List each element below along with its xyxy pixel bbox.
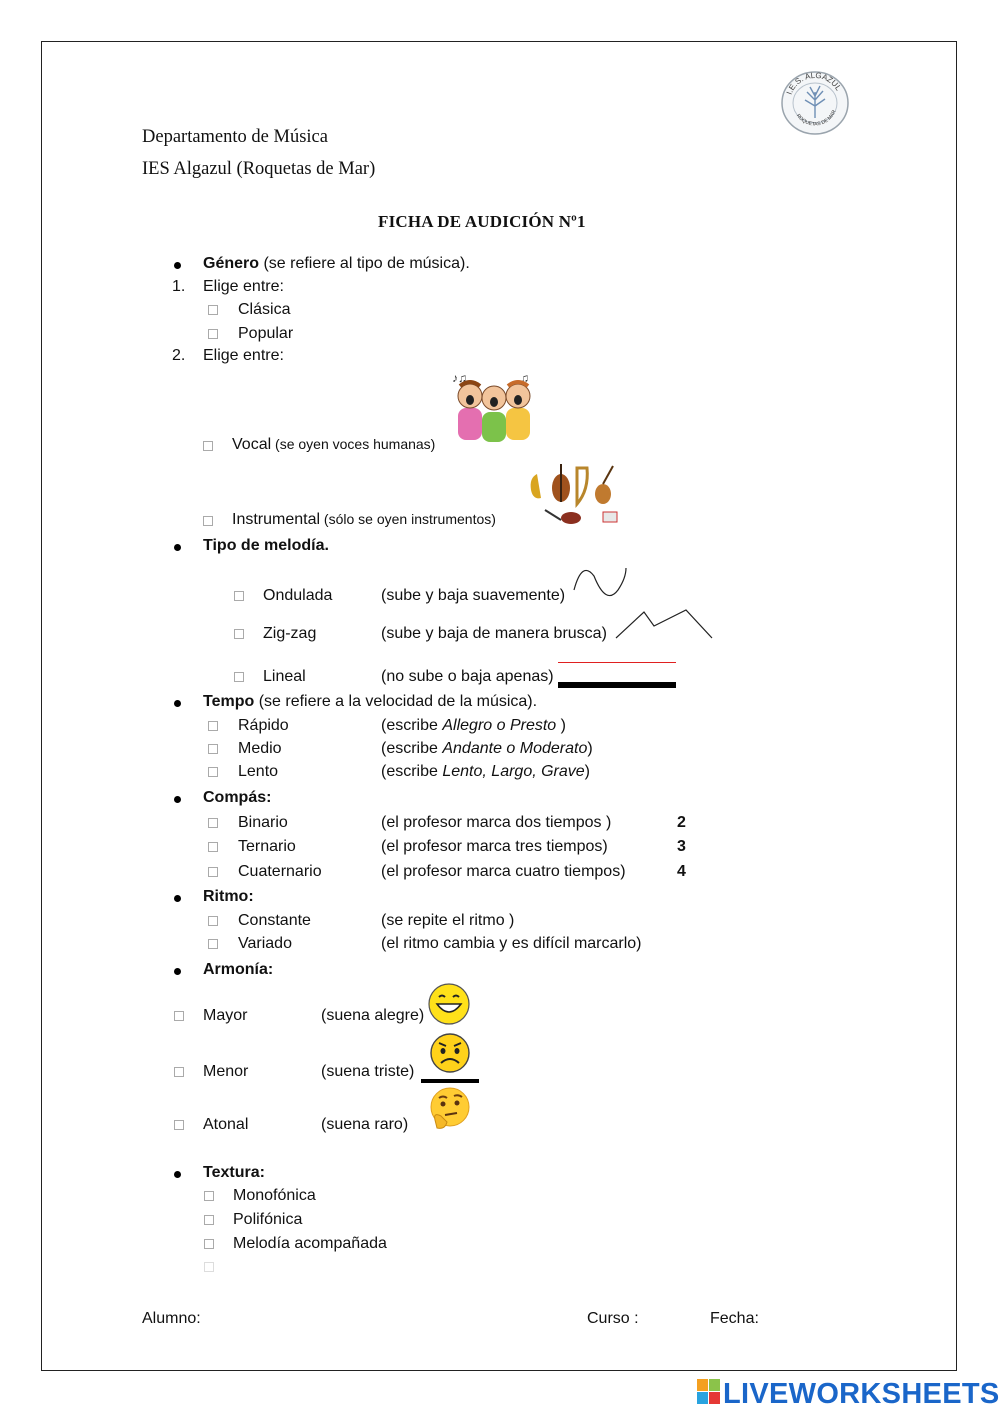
liveworksheets-brand[interactable]: LIVEWORKSHEETS xyxy=(723,1378,1000,1410)
checkbox-empty[interactable] xyxy=(204,1262,214,1272)
binario-desc: (el profesor marca dos tiempos ) xyxy=(381,814,612,831)
checkbox-lento[interactable] xyxy=(208,767,218,777)
checkbox-monofonica[interactable] xyxy=(204,1191,214,1201)
ternario-number: 3 xyxy=(677,838,686,855)
bullet-icon xyxy=(174,895,181,902)
rapido-desc: (escribe Allegro o Presto ) xyxy=(381,717,566,734)
wave-line-icon xyxy=(572,560,632,606)
option-variado: Variado xyxy=(238,935,292,952)
lineal-black-line xyxy=(558,682,676,688)
thinking-face-icon xyxy=(427,1086,473,1134)
school-name: IES Algazul (Roquetas de Mar) xyxy=(142,159,376,179)
genero-heading: Género xyxy=(203,255,260,272)
lineal-red-line xyxy=(558,662,676,663)
sad-face-icon xyxy=(427,1032,473,1076)
checkbox-atonal[interactable] xyxy=(174,1120,184,1130)
q2-number: 2. xyxy=(172,347,186,364)
cuaternario-number: 4 xyxy=(677,863,686,880)
checkbox-melodia-acompanada[interactable] xyxy=(204,1239,214,1249)
melodia-heading: Tipo de melodía. xyxy=(203,537,329,554)
variado-desc: (el ritmo cambia y es difícil marcarlo) xyxy=(381,935,642,952)
option-cuaternario: Cuaternario xyxy=(238,863,322,880)
school-seal-icon xyxy=(780,70,850,136)
tempo-heading: Tempo xyxy=(203,693,255,710)
checkbox-zigzag[interactable] xyxy=(234,629,244,639)
option-menor: Menor xyxy=(203,1063,249,1080)
checkbox-polifonica[interactable] xyxy=(204,1215,214,1225)
lento-desc: (escribe Lento, Largo, Grave) xyxy=(381,763,590,780)
checkbox-lineal[interactable] xyxy=(234,672,244,682)
atonal-desc: (suena raro) xyxy=(321,1116,409,1133)
menor-underline xyxy=(421,1079,479,1083)
menor-desc: (suena triste) xyxy=(321,1063,415,1080)
option-binario: Binario xyxy=(238,814,288,831)
checkbox-ondulada[interactable] xyxy=(234,591,244,601)
seal-subtext: ROQUETAS DE MAR xyxy=(794,109,838,128)
q2-label: Elige entre: xyxy=(203,347,284,364)
liveworksheets-logo-icon xyxy=(697,1379,721,1405)
option-constante: Constante xyxy=(238,912,311,929)
option-mayor: Mayor xyxy=(203,1007,248,1024)
happy-face-icon xyxy=(427,982,471,1026)
worksheet-title: FICHA DE AUDICIÓN Nº1 xyxy=(378,212,586,231)
ondulada-desc: (sube y baja suavemente) xyxy=(381,587,566,604)
svg-text:♪♫: ♪♫ xyxy=(452,371,467,385)
cuaternario-desc: (el profesor marca cuatro tiempos) xyxy=(381,863,626,880)
checkbox-clasica[interactable] xyxy=(208,305,218,315)
bullet-icon xyxy=(174,700,181,707)
ternario-desc: (el profesor marca tres tiempos) xyxy=(381,838,608,855)
textura-heading: Textura: xyxy=(203,1164,265,1181)
checkbox-variado[interactable] xyxy=(208,939,218,949)
singers-icon xyxy=(450,368,540,448)
armonia-heading: Armonía: xyxy=(203,961,274,978)
bullet-icon xyxy=(174,796,181,803)
checkbox-rapido[interactable] xyxy=(208,721,218,731)
checkbox-vocal[interactable] xyxy=(203,441,213,451)
option-popular: Popular xyxy=(238,325,294,342)
bullet-icon xyxy=(174,1171,181,1178)
seal-text: I.E.S. ALGAZUL xyxy=(784,70,844,96)
vocal-desc: (se oyen voces humanas) xyxy=(271,436,436,452)
option-polifonica: Polifónica xyxy=(233,1211,303,1228)
checkbox-menor[interactable] xyxy=(174,1067,184,1077)
q1-number: 1. xyxy=(172,278,186,295)
department-name: Departamento de Música xyxy=(142,127,328,147)
svg-text:♫: ♫ xyxy=(520,371,529,385)
option-rapido: Rápido xyxy=(238,717,289,734)
checkbox-medio[interactable] xyxy=(208,744,218,754)
checkbox-mayor[interactable] xyxy=(174,1011,184,1021)
option-melodia-acompanada: Melodía acompañada xyxy=(233,1235,387,1252)
ritmo-heading: Ritmo: xyxy=(203,888,254,905)
option-zigzag: Zig-zag xyxy=(263,625,317,642)
lineal-desc: (no sube o baja apenas) xyxy=(381,668,554,685)
bullet-icon xyxy=(174,968,181,975)
option-clasica: Clásica xyxy=(238,301,291,318)
checkbox-constante[interactable] xyxy=(208,916,218,926)
option-ternario: Ternario xyxy=(238,838,296,855)
curso-label: Curso : xyxy=(587,1310,639,1327)
checkbox-cuaternario[interactable] xyxy=(208,867,218,877)
zigzag-desc: (sube y baja de manera brusca) xyxy=(381,625,607,642)
fecha-label: Fecha: xyxy=(710,1310,759,1327)
tempo-desc: (se refiere a la velocidad de la música). xyxy=(254,693,538,710)
option-medio: Medio xyxy=(238,740,282,757)
option-ondulada: Ondulada xyxy=(263,587,333,604)
alumno-label: Alumno: xyxy=(142,1310,201,1327)
checkbox-popular[interactable] xyxy=(208,329,218,339)
option-lento: Lento xyxy=(238,763,279,780)
option-monofonica: Monofónica xyxy=(233,1187,316,1204)
zigzag-line-icon xyxy=(614,608,714,642)
option-lineal: Lineal xyxy=(263,668,306,685)
instrumental-desc: (sólo se oyen instrumentos) xyxy=(320,511,496,527)
checkbox-binario[interactable] xyxy=(208,818,218,828)
option-instrumental: Instrumental xyxy=(232,511,321,528)
option-atonal: Atonal xyxy=(203,1116,249,1133)
compas-heading: Compás: xyxy=(203,789,272,806)
medio-desc: (escribe Andante o Moderato) xyxy=(381,740,593,757)
genero-desc: (se refiere al tipo de música). xyxy=(259,255,470,272)
q1-label: Elige entre: xyxy=(203,278,284,295)
bullet-icon xyxy=(174,262,181,269)
option-vocal: Vocal xyxy=(232,436,272,453)
bullet-icon xyxy=(174,544,181,551)
checkbox-instrumental[interactable] xyxy=(203,516,213,526)
constante-desc: (se repite el ritmo ) xyxy=(381,912,515,929)
binario-number: 2 xyxy=(677,814,686,831)
instruments-icon xyxy=(525,460,620,526)
checkbox-ternario[interactable] xyxy=(208,842,218,852)
mayor-desc: (suena alegre) xyxy=(321,1007,425,1024)
